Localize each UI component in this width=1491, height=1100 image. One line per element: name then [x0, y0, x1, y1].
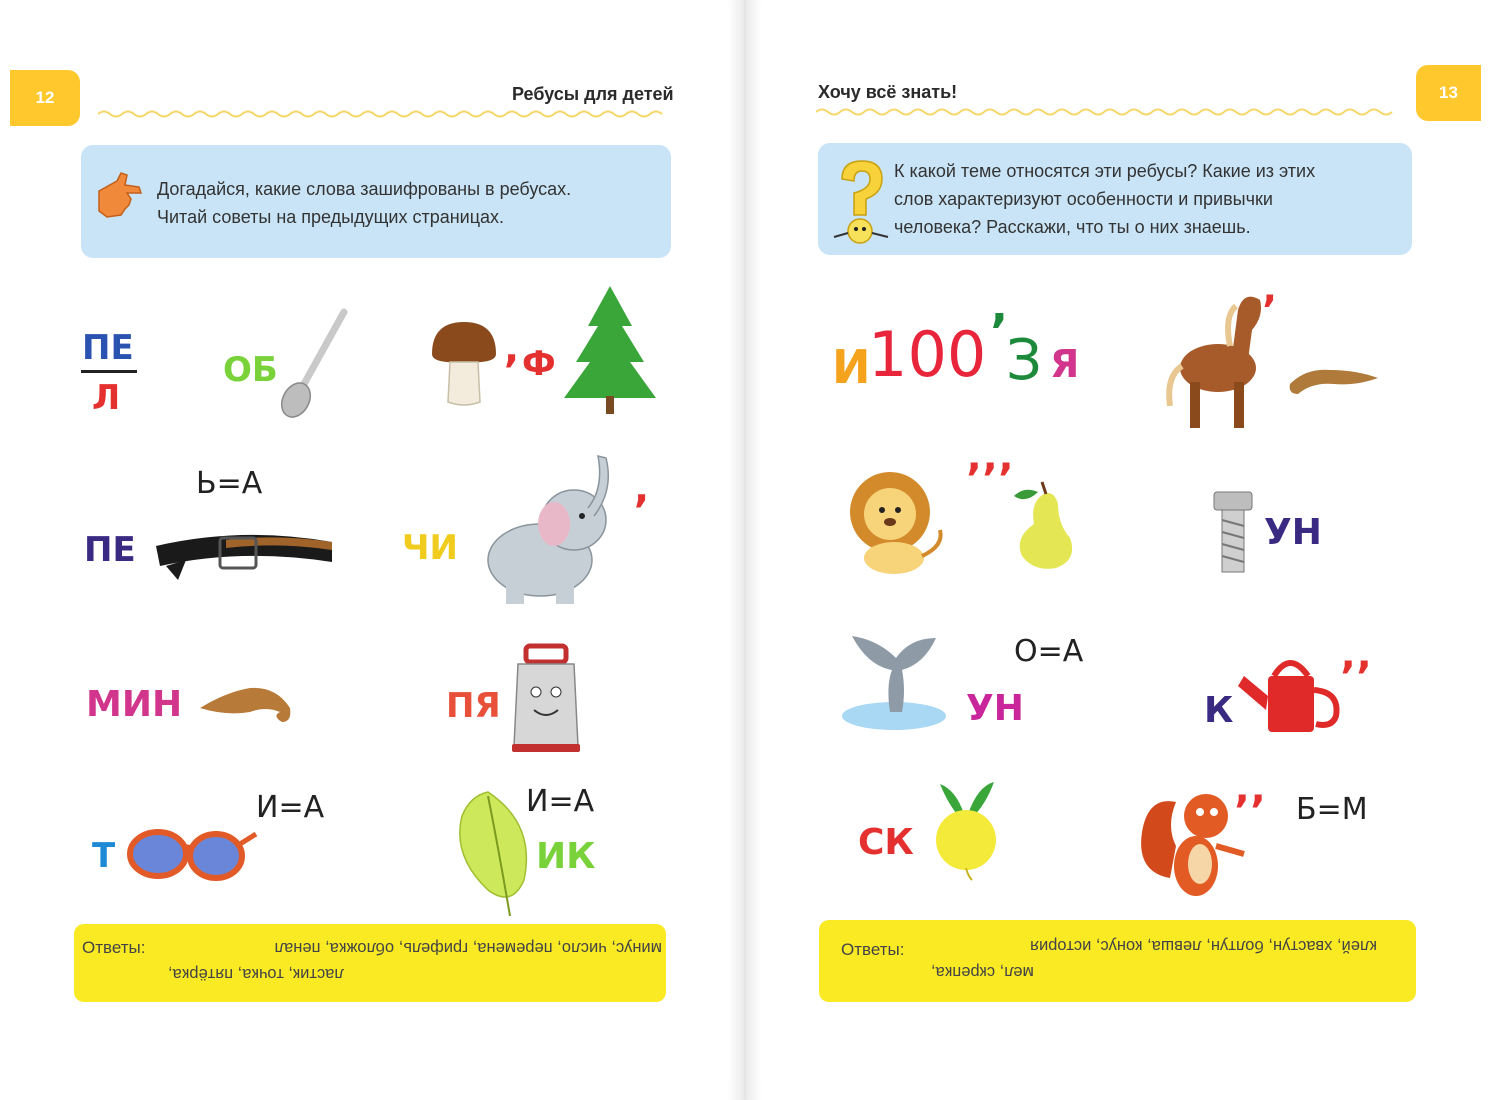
lion-icon — [844, 466, 954, 578]
rebus-un-2: УН — [966, 688, 1024, 729]
rebus-i: И — [832, 340, 871, 394]
elephant-icon — [476, 450, 626, 606]
rebus-comma-elephant: , — [634, 466, 650, 512]
answers-label-right: Ответы: — [841, 940, 905, 959]
mushroom-icon — [428, 316, 500, 414]
answers-box-right — [819, 920, 1416, 1002]
answers-box-left — [74, 924, 666, 1002]
spoon-icon — [270, 306, 354, 422]
rebus-apos-1: ’ — [990, 304, 1009, 360]
rebus-quotes-squirrel: ’’ — [1234, 786, 1266, 835]
rebus-o-eq-a: О=А — [1014, 634, 1084, 669]
rebus-b-eq-a: Ь=А — [196, 466, 263, 501]
rebus-f: Ф — [522, 344, 556, 384]
fraction-line — [81, 370, 137, 373]
sunglasses-icon — [124, 816, 258, 886]
rebus-ob: ОБ — [223, 350, 278, 390]
wavy-divider — [816, 106, 1396, 118]
right-page — [760, 10, 1481, 1080]
book-gutter — [728, 0, 762, 1100]
question-line-1: К какой теме относятся эти ребусы? Какие из этих — [894, 161, 1316, 181]
rebus-t: Т — [92, 836, 116, 876]
rebus-i-eq-a-2: И=А — [526, 784, 595, 819]
rebus-l-bottom: Л — [92, 378, 121, 418]
rebus-comma-f: , — [504, 326, 520, 372]
leaf-icon — [448, 786, 538, 926]
bolt-icon — [1208, 488, 1258, 578]
rebus-k: К — [1204, 690, 1234, 731]
pear-icon — [1008, 480, 1082, 572]
horse-icon — [1164, 286, 1274, 436]
rebus-i-eq-a-1: И=А — [256, 790, 325, 825]
rebus-apos-horse: ’ — [1262, 288, 1278, 334]
left-page — [10, 10, 730, 1080]
pointing-hand-icon — [95, 171, 143, 221]
rebus-sk: СК — [858, 822, 914, 863]
answers-line-1-left: минус, число, перемена, грифель, обложка, пенал — [274, 939, 662, 957]
rebus-un-1: УН — [1264, 512, 1322, 553]
answers-line-1-right: клей, хвастун, болтун, левша, конус, история — [1030, 937, 1377, 955]
rebus-pe-top: ПЕ — [82, 328, 134, 368]
rebus-pe-2: ПЕ — [84, 530, 136, 570]
rebus-pya: ПЯ — [446, 686, 501, 726]
rebus-100: 100 — [868, 318, 987, 391]
instruction-box — [81, 145, 671, 258]
instruction-line-1: Догадайся, какие слова зашифрованы в ребусах. — [157, 179, 572, 199]
page-number-12: 12 — [10, 70, 80, 126]
answers-label-left: Ответы: — [82, 938, 146, 957]
page-number-13: 13 — [1416, 65, 1481, 121]
rebus-ya: Я — [1050, 342, 1080, 386]
right-header-title: Хочу всё знать! — [818, 82, 958, 102]
question-line-2: слов характеризуют особенности и привычки — [894, 189, 1273, 209]
question-box — [818, 143, 1412, 255]
mustache-icon — [196, 682, 298, 732]
squirrel-icon — [1136, 782, 1248, 906]
whale-tail-icon — [838, 630, 952, 734]
watering-can-icon — [1236, 646, 1348, 738]
rebus-b-eq-m: Б=М — [1296, 792, 1368, 827]
fir-tree-icon — [562, 282, 658, 416]
turnip-icon — [930, 778, 1002, 882]
question-mark-icon — [830, 157, 892, 247]
answers-line-2-right: мел, скрепка, — [931, 963, 1034, 981]
rebus-chi: ЧИ — [402, 528, 458, 568]
left-header-title: Ребусы для детей — [512, 84, 674, 104]
answers-line-2-left: ластик, точка, пятёрка, — [168, 965, 345, 983]
grater-icon — [508, 640, 584, 756]
rebus-min: МИН — [86, 684, 183, 725]
wavy-divider — [98, 108, 670, 120]
question-line-3: человека? Расскажи, что ты о них знаешь. — [894, 217, 1251, 237]
rebus-ik: ИК — [536, 836, 596, 877]
belt-icon — [146, 520, 338, 584]
tail-icon — [1286, 364, 1382, 400]
rebus-quotes-can: ’’ — [1340, 652, 1372, 701]
rebus-triple-apos: ’’’ — [966, 454, 1014, 503]
rebus-z: З — [1006, 328, 1042, 393]
instruction-line-2: Читай советы на предыдущих страницах. — [157, 207, 505, 227]
